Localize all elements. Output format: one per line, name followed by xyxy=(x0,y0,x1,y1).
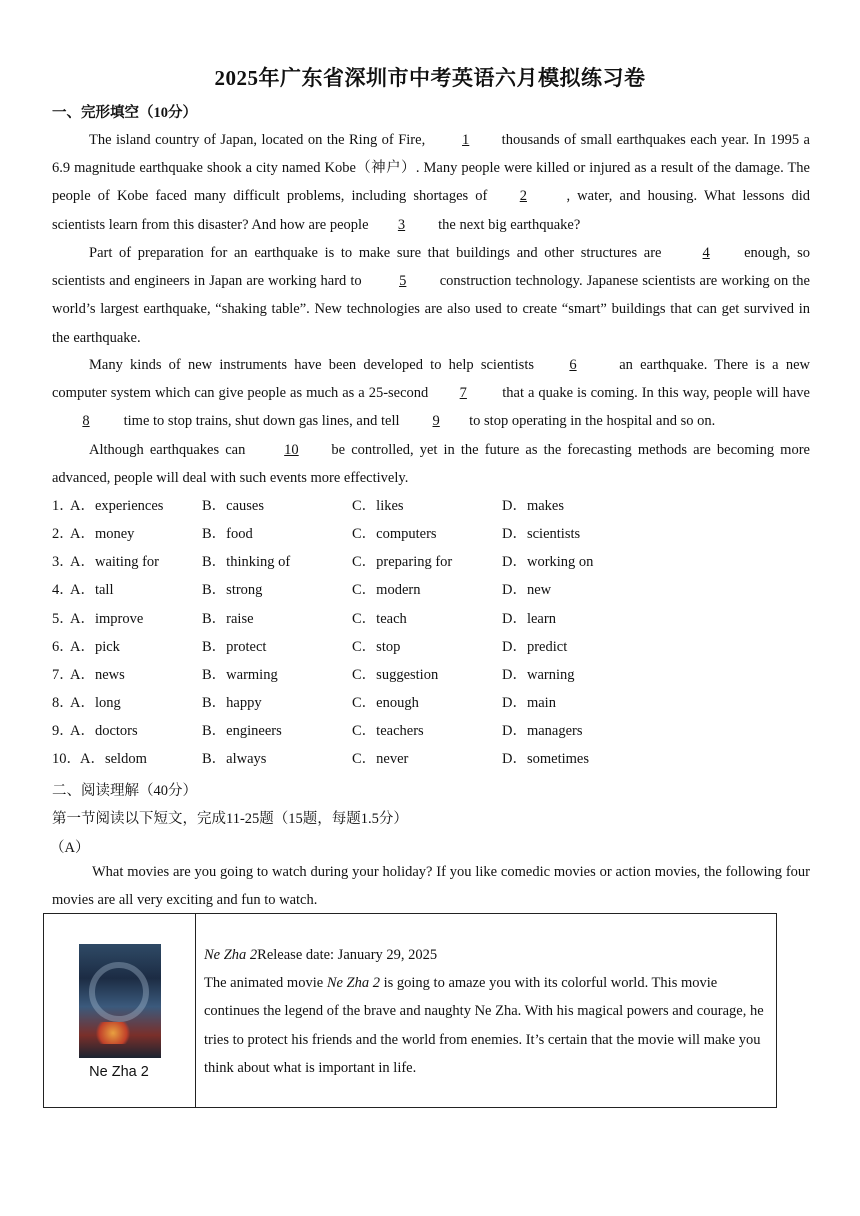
option-b: B．always xyxy=(202,751,267,767)
question-number: 8． xyxy=(52,695,74,711)
section2-subheading: 第一节阅读以下短文，完成11-25题（15题，每题1.5分） xyxy=(52,811,408,827)
movie-name: Ne Zha 2 xyxy=(204,947,258,963)
option-c: C．enough xyxy=(352,695,419,711)
blank-2: 2 xyxy=(519,188,527,205)
release-date: Release date: January 29, 2025 xyxy=(257,947,438,963)
option-d: D．managers xyxy=(502,723,583,739)
page-title: 2025年广东省深圳市中考英语六月模拟练习卷 xyxy=(214,66,646,90)
option-c: C．teachers xyxy=(352,723,424,739)
option-c: C．modern xyxy=(352,582,421,598)
blank-1: 1 xyxy=(462,132,470,148)
movie-header-line xyxy=(204,941,764,969)
movie-description xyxy=(204,969,764,1082)
text-segment: The island country of Japan, located on the Ring of Fire, xyxy=(89,132,430,148)
text-segment: is going to amaze you with its colorful world. This movie continues the legend of the brave and naughty Ne Zha. With his magical powers and courage, he tries to protect his friends and the world from enemies. It’s certain that the movie will make you think about what is important in life. xyxy=(204,975,764,1076)
option-a: A．doctors xyxy=(70,723,138,739)
blank-10: 10 xyxy=(284,442,299,458)
question-number: 4． xyxy=(52,582,74,598)
text-segment: be controlled, yet in the future as the forecasting methods are becoming more advanced, people will deal with such events more effectively. xyxy=(52,442,810,487)
cloze-paragraph-1 xyxy=(52,126,810,239)
cloze-paragraph-3 xyxy=(52,351,810,436)
option-b: B．raise xyxy=(202,611,254,627)
option-row xyxy=(52,492,812,520)
option-row xyxy=(52,689,812,717)
option-d: D．main xyxy=(502,695,556,711)
passage-intro: What movies are you going to watch during your holiday? If you like comedic movies or action movies, the following four movies are all very exciting and fun to watch. xyxy=(52,864,810,909)
movie-name-inline: Ne Zha 2 xyxy=(326,975,380,992)
question-number: 1． xyxy=(52,498,74,514)
text-segment: Part of preparation for an earthquake is to make sure that buildings and other structures are xyxy=(89,245,669,261)
text-segment: an earthquake. There is a new computer system which can give people as much as a 25-second xyxy=(52,357,810,402)
option-row xyxy=(52,520,812,548)
option-row xyxy=(52,576,812,604)
option-row xyxy=(52,548,812,576)
option-c: C．teach xyxy=(352,611,407,627)
blank-9: 9 xyxy=(432,413,440,430)
poster-dragon-swirl xyxy=(89,962,149,1022)
text-segment: The animated movie xyxy=(204,975,327,992)
text-segment: Although earthquakes can xyxy=(89,442,252,458)
option-a: A．news xyxy=(70,667,125,683)
text-segment: time to stop trains, shut down gas lines, and tell xyxy=(120,413,404,430)
option-a: A．pick xyxy=(70,639,120,655)
option-a: A．money xyxy=(70,526,135,542)
option-c: C．stop xyxy=(352,639,401,655)
text-segment: , water, and housing. What lessons did scientists learn from this disaster? And how are people xyxy=(52,188,810,233)
blank-6: 6 xyxy=(569,357,577,373)
option-c: C．likes xyxy=(352,498,404,514)
blank-4: 4 xyxy=(702,245,710,261)
option-b: B．strong xyxy=(202,582,263,598)
option-b: B．food xyxy=(202,526,253,542)
option-a: A．waiting for xyxy=(70,554,159,570)
option-row xyxy=(52,605,812,633)
movie-poster-image xyxy=(79,944,161,1058)
poster-caption: Ne Zha 2 xyxy=(89,1064,149,1080)
question-number: 2． xyxy=(52,526,74,542)
question-number: 7． xyxy=(52,667,74,683)
option-c: C．never xyxy=(352,751,409,767)
question-number: 3． xyxy=(52,554,74,570)
option-d: D．new xyxy=(502,582,552,598)
option-a: A．improve xyxy=(70,611,144,627)
cloze-paragraph-4 xyxy=(52,436,810,492)
blank-5: 5 xyxy=(399,273,407,290)
option-d: D．sometimes xyxy=(502,751,589,767)
section2-heading: 二、阅读理解（40分） xyxy=(52,783,197,799)
option-a: A．experiences xyxy=(70,498,164,514)
poster-fire-glow xyxy=(93,1022,133,1044)
question-number: 5． xyxy=(52,611,74,627)
question-number: 9． xyxy=(52,723,74,739)
option-d: D．working on xyxy=(502,554,594,570)
option-d: D．warning xyxy=(502,667,575,683)
passage-label: （A） xyxy=(50,840,90,856)
text-segment: construction technology. Japanese scientists are working on the world’s largest earthquake, “shaking table”. New technologies are also used to create “smart” buildings that can get survived in the earthquake. xyxy=(52,273,810,346)
text-segment: the next big earthquake? xyxy=(434,216,581,233)
option-c: C．suggestion xyxy=(352,667,439,683)
blank-8: 8 xyxy=(82,413,90,430)
text-segment: Many kinds of new instruments have been developed to help scientists xyxy=(89,357,534,373)
option-b: B．protect xyxy=(202,639,267,655)
option-b: B．causes xyxy=(202,498,265,514)
blank-3: 3 xyxy=(397,216,406,233)
movie-poster-cell xyxy=(44,914,196,1107)
option-d: D．makes xyxy=(502,498,565,514)
question-number: 6． xyxy=(52,639,74,655)
option-a: A．long xyxy=(70,695,121,711)
text-segment: to stop operating in the hospital and so on. xyxy=(469,413,716,430)
option-d: D．predict xyxy=(502,639,568,655)
section1-heading: 一、完形填空（10分） xyxy=(52,105,197,121)
question-number: 10． xyxy=(52,751,81,767)
option-b: B．warming xyxy=(202,667,278,683)
option-row xyxy=(52,745,812,773)
option-b: B．engineers xyxy=(202,723,282,739)
movie-table xyxy=(43,913,777,1108)
option-a: A．seldom xyxy=(80,751,147,767)
option-row xyxy=(52,633,812,661)
text-segment: enough, so scientists and engineers in Japan are working hard to xyxy=(52,245,810,290)
text-segment: thousands of small earthquakes each year. In 1995 a 6.9 magnitude earthquake shook a city named Kobe（神户）. Many people were killed or injured as a result of the damage. The people of Kobe faced many difficult problems, including shortages of xyxy=(52,132,810,205)
option-d: D．learn xyxy=(502,611,556,627)
option-d: D．scientists xyxy=(502,526,581,542)
cloze-paragraph-2 xyxy=(52,239,810,352)
option-b: B．happy xyxy=(202,695,262,711)
text-segment: that a quake is coming. In this way, people will have xyxy=(498,385,810,402)
blank-7: 7 xyxy=(459,385,467,402)
option-a: A．tall xyxy=(70,582,114,598)
option-row xyxy=(52,661,812,689)
movie-info-cell xyxy=(204,941,764,1082)
option-row xyxy=(52,717,812,745)
option-c: C．computers xyxy=(352,526,437,542)
option-c: C．preparing for xyxy=(352,554,453,570)
option-b: B．thinking of xyxy=(202,554,291,570)
